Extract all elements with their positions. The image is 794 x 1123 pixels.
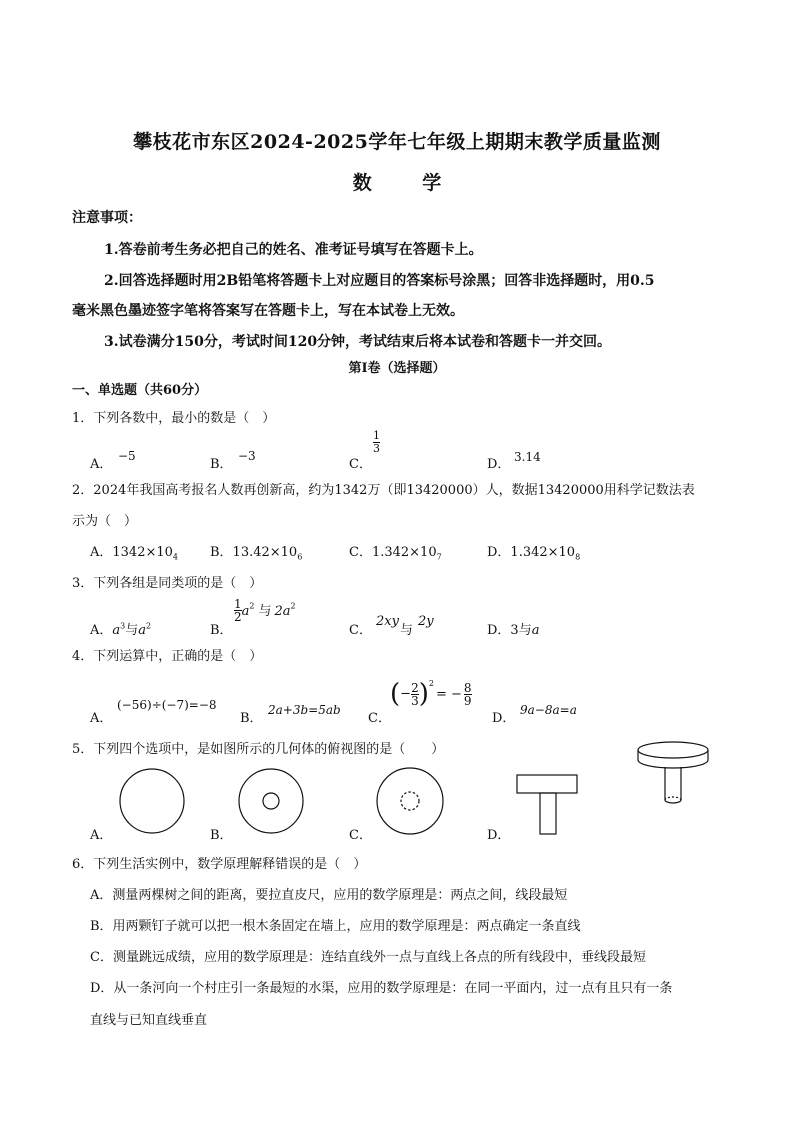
option-c-inner-circle-dashed — [401, 792, 419, 810]
exponent: 2 — [249, 601, 255, 611]
var-a: a — [531, 623, 540, 638]
exponent: 2 — [290, 601, 296, 611]
option-b-outer-circle — [239, 769, 303, 833]
q3-option-b-label: B． — [210, 623, 233, 638]
solid-stem-hidden-arc — [665, 797, 681, 800]
q1-option-c-label: C． — [349, 457, 372, 472]
exponent: 4 — [172, 552, 179, 562]
exponent: 7 — [436, 552, 442, 562]
q5-option-a-label: A． — [90, 828, 113, 843]
q1-option-b-value: −3 — [238, 449, 256, 463]
option-text: B．13.42×10 — [210, 545, 298, 560]
option-text: D．1.342×10 — [487, 545, 576, 560]
minus-sign: − — [400, 686, 412, 702]
term-2a: 2a — [274, 604, 291, 619]
q2-stem-cont: 示为（ ） — [72, 514, 138, 529]
exam-title: 攀枝花市东区2024-2025学年七年级上期期末教学质量监测 — [133, 131, 661, 153]
q5-stem: 5．下列四个选项中，是如图所示的几何体的俯视图的是（ ） — [72, 742, 445, 757]
option-a-circle — [120, 769, 184, 833]
q1-option-a-label: A． — [90, 457, 113, 472]
exponent: 2 — [146, 621, 152, 631]
option-b-inner-circle — [263, 793, 279, 809]
q6-stem: 6．下列生活实例中，数学原理解释错误的是（ ） — [72, 857, 367, 872]
q6-option-d-cont: 直线与已知直线垂直 — [90, 1013, 208, 1028]
fraction-numerator: 8 — [463, 680, 472, 695]
fraction-denominator: 3 — [373, 442, 380, 455]
solid-stem-bottom-arc — [665, 800, 681, 803]
q6-option-a: A．测量两棵树之间的距离，要拉直皮尺，应用的数学原理是：两点之间，线段最短 — [90, 888, 568, 903]
exponent: 6 — [297, 552, 303, 562]
q1-option-b-label: B． — [210, 457, 233, 472]
option-text: D．3与 — [487, 623, 532, 638]
q4-option-a-label: A． — [90, 711, 113, 726]
var-a: a — [138, 623, 147, 638]
part-heading: 一、单选题（共60分） — [72, 383, 208, 398]
q3-option-c-term2: 2y — [418, 614, 434, 629]
exponent: 2 — [428, 679, 434, 688]
q3-option-c-label: C． — [349, 623, 372, 638]
var-a: a — [112, 623, 121, 638]
notice-item-2: 2.回答选择题时用2B铅笔将答题卡上对应题目的答案标号涂黑；回答非选择题时，用0.5 — [104, 273, 655, 289]
fraction-denominator: 3 — [411, 693, 419, 708]
q6-option-d: D．从一条河向一个村庄引一条最短的水渠，应用的数学原理是：在同一平面内，过一点有且只有一条 — [90, 981, 673, 996]
q1-option-d-value: 3.14 — [514, 450, 541, 464]
exponent: 3 — [120, 621, 126, 631]
equals-minus: = − — [435, 686, 462, 702]
connector: 与 — [258, 604, 272, 619]
var-a: a — [241, 604, 250, 619]
volume-heading: 第Ⅰ卷（选择题） — [348, 361, 446, 376]
q4-option-d-expr: 9a−8a=a — [520, 703, 577, 717]
q6-option-c: C．测量跳远成绩，应用的数学原理是：连结直线外一点与直线上各点的所有线段中，垂线段最短 — [90, 950, 646, 965]
right-paren: ) — [418, 679, 429, 709]
option-d-top-bar — [517, 775, 577, 793]
solid-top-bottom-arc — [638, 760, 708, 768]
q1-option-d-label: D． — [487, 457, 511, 472]
q1-option-a-value: −5 — [118, 449, 136, 463]
q6-option-b: B．用两颗钉子就可以把一根木条固定在墙上，应用的数学原理是：两点确定一条直线 — [90, 919, 581, 934]
option-c-outer-circle — [377, 768, 443, 834]
fraction-denominator: 2 — [234, 610, 242, 624]
q4-option-d-label: D． — [492, 711, 516, 726]
notice-item-3: 3.试卷满分150分，考试时间120分钟，考试结束后将本试卷和答题卡一并交回。 — [104, 334, 612, 350]
option-text: C．1.342×10 — [349, 545, 437, 560]
q4-option-b-label: B． — [240, 711, 263, 726]
q4-option-a-expr: (−56)÷(−7)=−8 — [117, 698, 217, 712]
option-text: A．1342×10 — [90, 545, 173, 560]
fraction-numerator: 2 — [411, 680, 419, 695]
notice-item-1: 1.答卷前考生务必把自己的姓名、准考证号填写在答题卡上。 — [104, 242, 483, 258]
q3-option-c-connector: 与 — [400, 623, 414, 638]
q3-option-c-term1: 2xy — [376, 614, 399, 629]
q2-stem: 2．2024年我国高考报名人数再创新高，约为1342万（即13420000）人，数据13420000用科学记数法表 — [72, 483, 695, 498]
fraction-numerator: 1 — [234, 597, 242, 611]
option-label: A． — [90, 623, 113, 638]
fraction-numerator: 1 — [373, 429, 380, 442]
fraction-denominator: 9 — [463, 693, 472, 708]
q5-option-c-label: C． — [349, 828, 372, 843]
subject-title: 数 学 — [352, 172, 464, 194]
q4-option-c-label: C． — [368, 711, 391, 726]
connector: 与 — [125, 623, 139, 638]
q4-stem: 4．下列运算中，正确的是（ ） — [72, 649, 263, 664]
q5-option-d-label: D． — [487, 828, 511, 843]
q3-stem: 3．下列各组是同类项的是（ ） — [72, 576, 263, 591]
notice-item-2-cont: 毫米黑色墨迹签字笔将答案写在答题卡上，写在本试卷上无效。 — [72, 303, 464, 319]
q1-stem: 1．下列各数中，最小的数是（ ） — [72, 411, 276, 426]
option-d-stem — [540, 793, 556, 834]
q4-option-b-expr: 2a+3b=5ab — [268, 703, 341, 717]
exponent: 8 — [575, 552, 581, 562]
q5-option-b-label: B． — [210, 828, 233, 843]
solid-top-ellipse — [638, 742, 708, 758]
notice-heading: 注意事项： — [72, 210, 142, 226]
left-paren: ( — [390, 679, 401, 709]
